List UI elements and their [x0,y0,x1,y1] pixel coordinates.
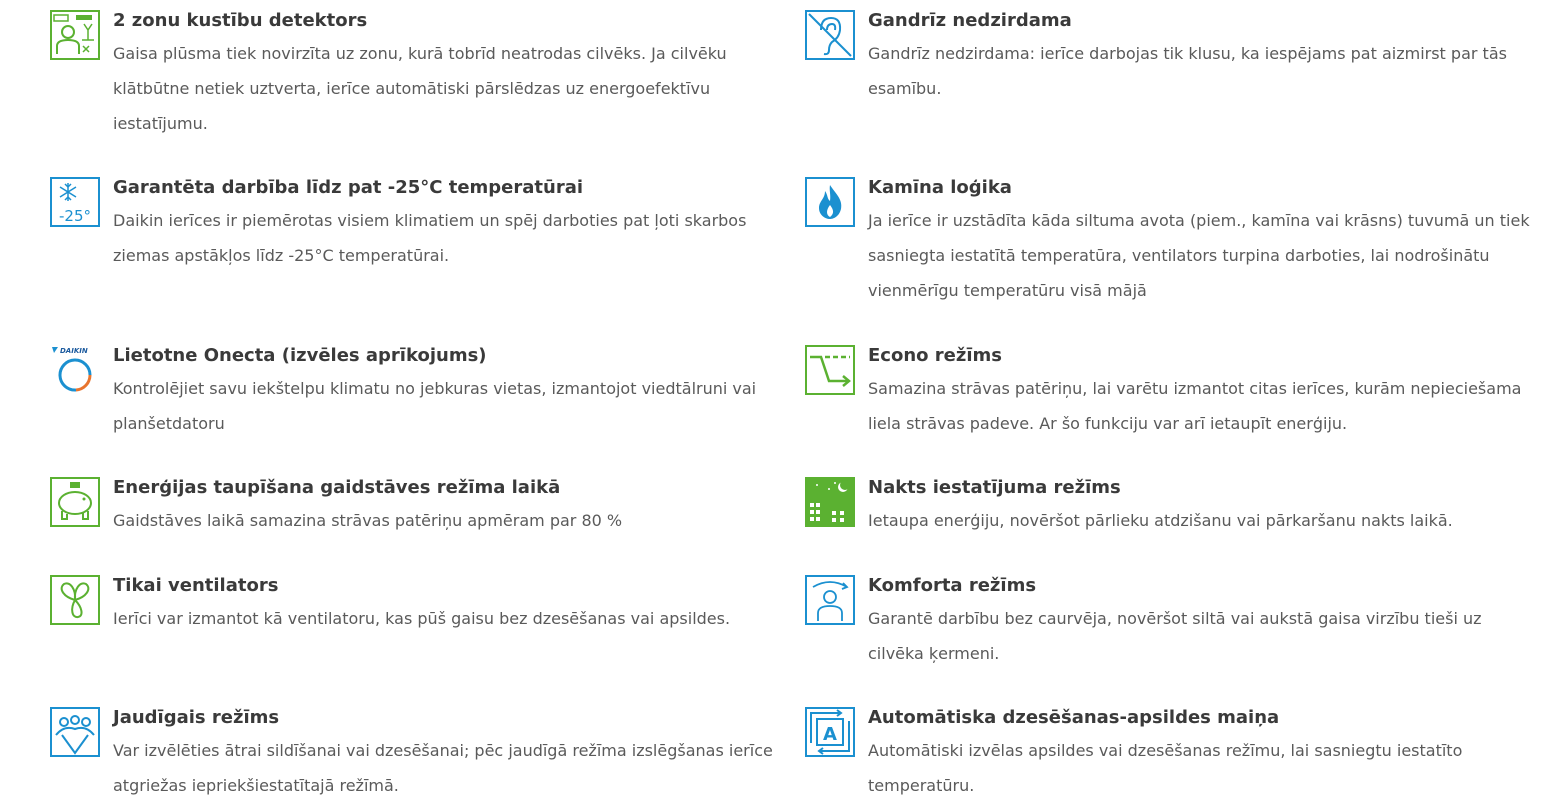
motion-detector-icon [50,10,100,60]
feature-title: Komforta režīms [868,575,1037,596]
feature-description: Var izvēlēties ātrai sildīšanai vai dzesēšanai; pēc jaudīgā režīma izslēgšanas ierīce atgriežas iepriekšiestatītajā režīmā. [113,741,773,795]
person-airflow-icon [805,575,855,625]
daikin-onecta-icon [50,345,100,395]
feature-title: Kamīna loģika [868,177,1012,198]
feature-title: Nakts iestatījuma režīms [868,477,1121,498]
piggy-bank-icon [50,477,100,527]
feature-description: Gaisa plūsma tiek novirzīta uz zonu, kurā tobrīd neatrodas cilvēks. Ja cilvēku klātbūtne netiek uztverta, ierīce automātiski pārslēdzas uz energoefektīvu iestatījumu. [113,44,727,133]
snowflake-icon [50,177,100,227]
feature-description: Kontrolējiet savu iekštelpu klimatu no jebkuras vietas, izmantojot viedtālruni vai planšetdatoru [113,379,757,433]
flame-icon [805,177,855,227]
feature-description: Ja ierīce ir uzstādīta kāda siltuma avota (piem., kamīna vai krāsns) tuvumā un tiek sasniegta iestatītā temperatūra, ventilators turpina darboties, lai nodrošinātu vienmērīgu temperatūru visā mājā [868,211,1530,300]
feature-description: Gaidstāves laikā samazina strāvas patēriņu apmēram par 80 % [113,511,623,530]
feature-title: Automātiska dzesēšanas-apsildes maiņa [868,707,1280,728]
feature-title: Gandrīz nedzirdama [868,10,1072,31]
feature-description: Garantē darbību bez caurvēja, novēršot siltā vai aukstā gaisa virzību tieši uz cilvēka ķermeni. [868,609,1482,663]
ear-crossed-icon [805,10,855,60]
econo-graph-icon [805,345,855,395]
feature-title: 2 zonu kustību detektors [113,10,368,31]
feature-title: Garantēta darbība līdz pat -25°C temperatūrai [113,177,584,198]
feature-description: Automātiski izvēlas apsildes vai dzesēšanas režīmu, lai sasniegtu iestatīto temperatūru. [868,741,1463,795]
fan-icon [50,575,100,625]
feature-description: Daikin ierīces ir piemērotas visiem klimatiem un spēj darboties pat ļoti skarbos ziemas apstākļos līdz -25°C temperatūrai. [113,211,747,265]
feature-description: Samazina strāvas patēriņu, lai varētu izmantot citas ierīces, kurām nepieciešama liela strāvas padeve. Ar šo funkciju var arī ietaupīt enerģiju. [868,379,1522,433]
feature-title: Tikai ventilators [113,575,279,596]
feature-title: Lietotne Onecta (izvēles aprīkojums) [113,345,487,366]
powerful-mode-icon [50,707,100,757]
feature-title: Jaudīgais režīms [113,707,280,728]
night-city-icon [805,477,855,527]
icon-auto-label: A [823,724,837,745]
auto-mode-icon [805,707,855,757]
icon-brand-label: DAIKIN [60,347,88,355]
feature-description: Ierīci var izmantot kā ventilatoru, kas pūš gaisu bez dzesēšanas vai apsildes. [113,609,731,628]
feature-description: Gandrīz nedzirdama: ierīce darbojas tik klusu, ka iespējams pat aizmirst par tās esamību. [868,44,1507,98]
feature-title: Econo režīms [868,345,1002,366]
feature-description: Ietaupa enerģiju, novēršot pārlieku atdzišanu vai pārkaršanu nakts laikā. [868,511,1453,530]
icon-temp-label: -25° [59,207,91,225]
feature-title: Enerģijas taupīšana gaidstāves režīma laikā [113,477,561,498]
